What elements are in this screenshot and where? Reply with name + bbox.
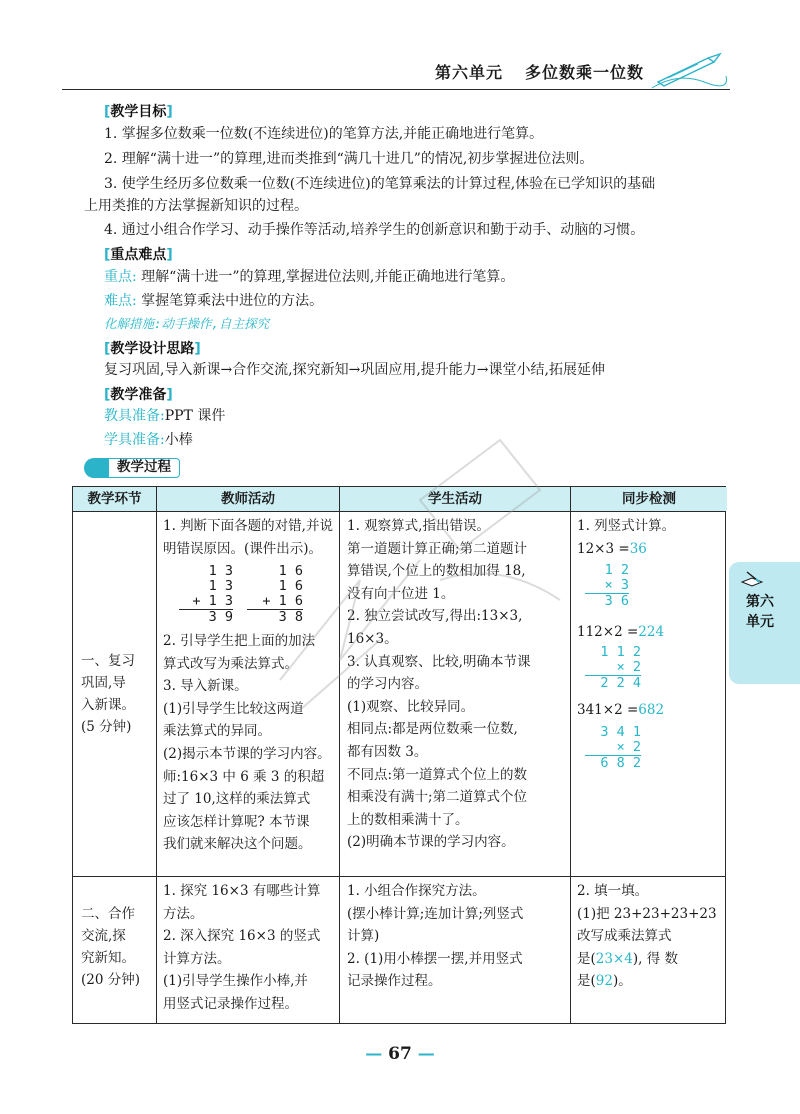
- header-check: 同步检测: [571, 487, 727, 511]
- objectives-tag: [教学目标]: [104, 104, 173, 120]
- book-pencil-icon: [739, 568, 765, 590]
- answer-expression: 23×4: [595, 950, 633, 967]
- process-banner: [84, 458, 192, 478]
- check-vertical-2: 1 1 2 × 2 2 2 4: [585, 645, 641, 691]
- student-activity-review: 1. 观察算式,指出错误。 第一道题计算正确;第二道题计 算错误,个位上的数相加得 18, 没有向十位进 1。 2. 独立尝试改写,得出:13×3, 16×3。 3. 认真观察、比较,明确本节课 的学习内容。 (1)观察、比较异同。 相同点:都是两位数乘一位数, 都有因数 3。 不同点:第一道算式个位上的数 相乘没有满十;第二道算式个位 上的数相乘满十了。 (2)明确本节课的学习内容。: [347, 518, 531, 851]
- addition-example-2: 1 6 1 6 + 1 6 3 8: [247, 564, 303, 625]
- page-number: — 67 —: [365, 1044, 435, 1064]
- lesson-table: [72, 486, 726, 1024]
- pencil-deco-icon: [648, 52, 728, 90]
- check-expr-1: 12×3 =36: [577, 541, 647, 557]
- design-text: 复习巩固,导入新课→合作交流,探究新知→巩固应用,提升能力→课堂小结,拓展延伸: [104, 362, 605, 378]
- objective-item: 上用类推的方法掌握新知识的过程。: [84, 198, 308, 214]
- student-prep: 学具准备:小棒: [104, 432, 193, 448]
- check-vertical-1: 1 2 × 3 3 6: [585, 563, 629, 609]
- chapter-side-tab: [729, 562, 800, 684]
- objective-item: 2. 理解“满十进一”的算理,进而类推到“满几十进几”的情况,初步掌握进位法则。: [104, 151, 594, 167]
- key-label: 重点:: [104, 269, 137, 285]
- header-student: 学生活动: [340, 487, 570, 511]
- teacher-activity-review: 2. 引导学生把上面的加法 算式改写为乘法算式。 3. 导入新课。 (1)引导学生比较这两道 乘法算式的异同。 (2)揭示本节课的学习内容。 师:16×3 中 6 乘 3 的积超 过了 10,这样的乘法算式 应该怎样计算呢? 本节课 我们就来解决这个问题。: [163, 633, 331, 853]
- addition-example-1: 1 3 1 3 + 1 3 3 9: [179, 564, 233, 625]
- teacher-prep: 教具准备:PPT 课件: [104, 408, 226, 424]
- header-teacher: 教师活动: [157, 487, 339, 511]
- design-tag: [教学设计思路]: [104, 341, 201, 357]
- check-expr-2: 112×2 =224: [577, 624, 665, 640]
- check-expr-3: 341×2 =682: [577, 702, 665, 718]
- answer-result: 92: [595, 973, 613, 990]
- resolve-note: 化解措施:动手操作,自主探究: [104, 316, 270, 331]
- stage-explore: 二、合作 交流,探 究新知。 (20 分钟): [81, 906, 141, 988]
- student-activity-explore: 1. 小组合作探究方法。 (摆小棒计算;连加计算;列竖式 计算) 2. (1)用小棒摆一摆,并用竖式 记录操作过程。: [347, 883, 524, 990]
- header-unit: 第六单元: [434, 63, 503, 82]
- key-text: 理解“满十进一”的算理,掌握进位法则,并能正确地进行笔算。: [141, 269, 515, 285]
- keypoints-tag: [重点难点]: [104, 247, 173, 263]
- difficult-point-line: [104, 292, 323, 310]
- header-topic: 多位数乘一位数: [524, 63, 644, 82]
- process-title: 教学过程: [108, 458, 180, 478]
- stage-review: 一、复习 巩固,导 入新课。 (5 分钟): [81, 653, 135, 735]
- teacher-activity-explore: 1. 探究 16×3 有哪些计算 方法。 2. 深入探究 16×3 的竖式 计算方法。 (1)引导学生操作小棒,并 用竖式记录操作过程。: [163, 883, 321, 1012]
- fill-in-exercise: 2. 填一填。 (1)把 23+23+23+23 改写成乘法算式 是(23×4), 得 数 是(92)。: [577, 883, 717, 990]
- header-stage: 教学环节: [73, 487, 156, 511]
- objective-item: 1. 掌握多位数乘一位数(不连续进位)的笔算方法,并能正确地进行笔算。: [104, 126, 544, 142]
- prep-tag: [教学准备]: [104, 387, 173, 403]
- check-title: 1. 列竖式计算。: [577, 518, 676, 534]
- teacher-activity-review-top: 1. 判断下面各题的对错,并说 明错误原因。(课件出示)。: [163, 518, 333, 557]
- page-header: [62, 52, 730, 92]
- objective-item: 3. 使学生经历多位数乘一位数(不连续进位)的笔算乘法的计算过程,体验在已学知识的基础: [104, 176, 656, 192]
- check-vertical-3: 3 4 1 × 2 6 8 2: [585, 725, 641, 771]
- key-point-line: [104, 268, 514, 286]
- header-title: [435, 60, 644, 83]
- objective-item: 4. 通过小组合作学习、动手操作等活动,培养学生的创新意识和勤于动手、动脑的习惯。: [104, 222, 645, 238]
- side-tab-label: 第六单元: [746, 594, 774, 630]
- difficult-text: 掌握笔算乘法中进位的方法。: [141, 293, 324, 309]
- difficult-label: 难点:: [104, 293, 137, 309]
